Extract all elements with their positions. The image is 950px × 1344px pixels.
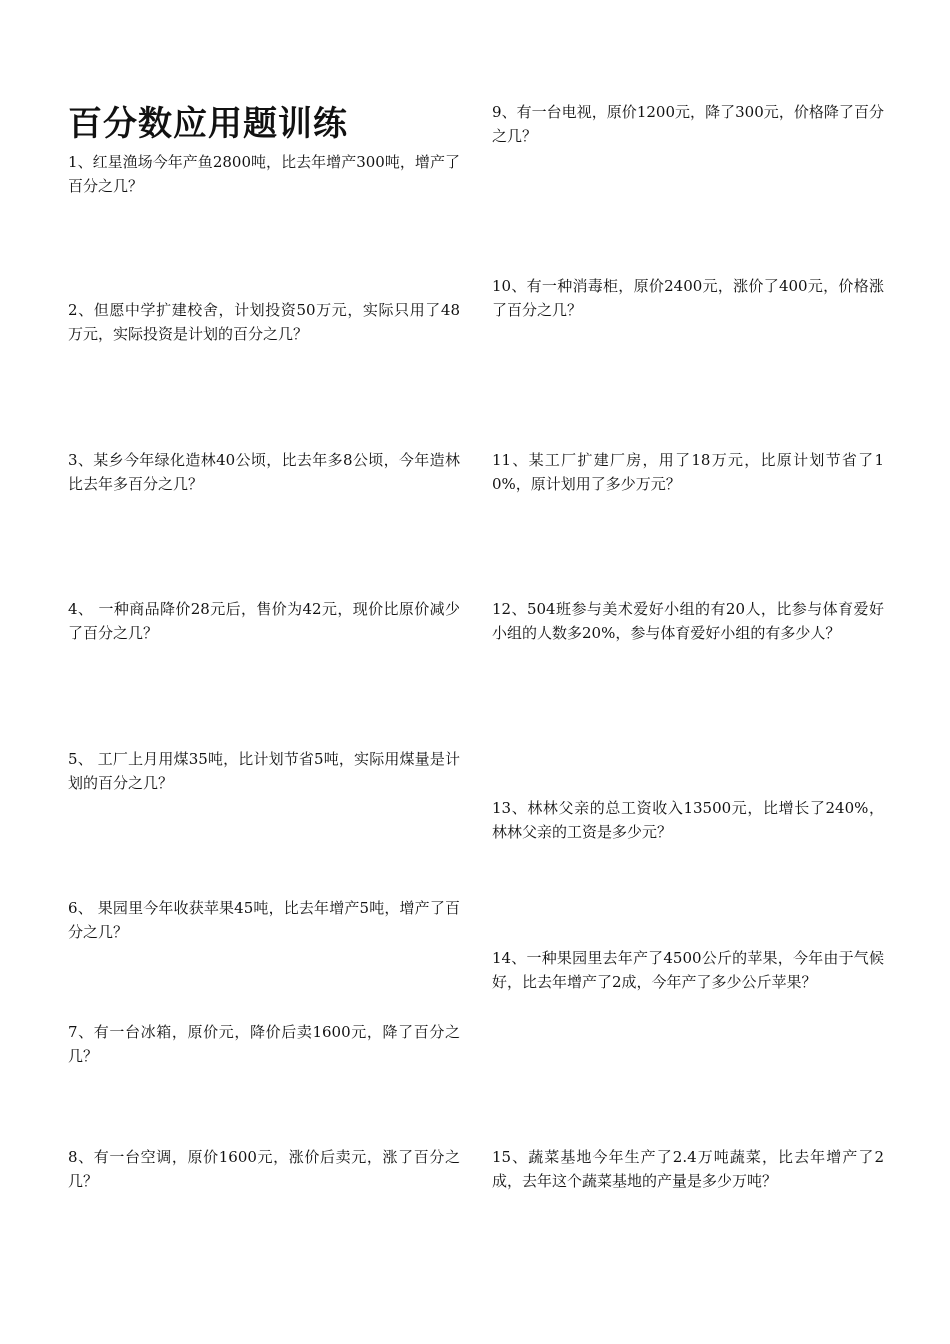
question-2: 2、但愿中学扩建校舍，计划投资50万元，实际只用了48万元，实际投资是计划的百分之几？ [68,301,460,343]
question-10: 10、有一种消毒柜，原价2400元，涨价了400元，价格涨了百分之几？ [492,277,884,319]
page-title: 百分数应用题训练 [68,104,348,144]
question-12: 12、504班参与美术爱好小组的有20人，比参与体育爱好小组的人数多20%，参与体育爱好小组的有多少人？ [492,600,884,642]
question-6: 6、 果园里今年收获苹果45吨，比去年增产5吨，增产了百分之几？ [68,899,460,941]
question-1: 1、红星渔场今年产鱼2800吨，比去年增产300吨，增产了百分之几？ [68,153,460,195]
question-8: 8、有一台空调，原价1600元，涨价后卖元，涨了百分之几？ [68,1148,460,1190]
question-11: 11、某工厂扩建厂房，用了18万元，比原计划节省了10%，原计划用了多少万元？ [492,451,884,493]
question-4: 4、 一种商品降价28元后，售价为42元，现价比原价减少了百分之几？ [68,600,460,642]
question-9: 9、有一台电视，原价1200元，降了300元，价格降了百分之几？ [492,103,884,145]
question-13: 13、林林父亲的总工资收入13500元，比增长了240%，林林父亲的工资是多少元？ [492,799,884,841]
question-7: 7、有一台冰箱，原价元，降价后卖1600元，降了百分之几？ [68,1023,460,1065]
question-5: 5、 工厂上月用煤35吨，比计划节省5吨，实际用煤量是计划的百分之几？ [68,750,460,792]
question-15: 15、蔬菜基地今年生产了2.4万吨蔬菜，比去年增产了2成，去年这个蔬菜基地的产量是多少万吨？ [492,1148,884,1190]
question-3: 3、某乡今年绿化造林40公顷，比去年多8公顷，今年造林比去年多百分之几？ [68,451,460,493]
question-14: 14、一种果园里去年产了4500公斤的苹果，今年由于气候好，比去年增产了2成，今年产了多少公斤苹果？ [492,949,884,991]
